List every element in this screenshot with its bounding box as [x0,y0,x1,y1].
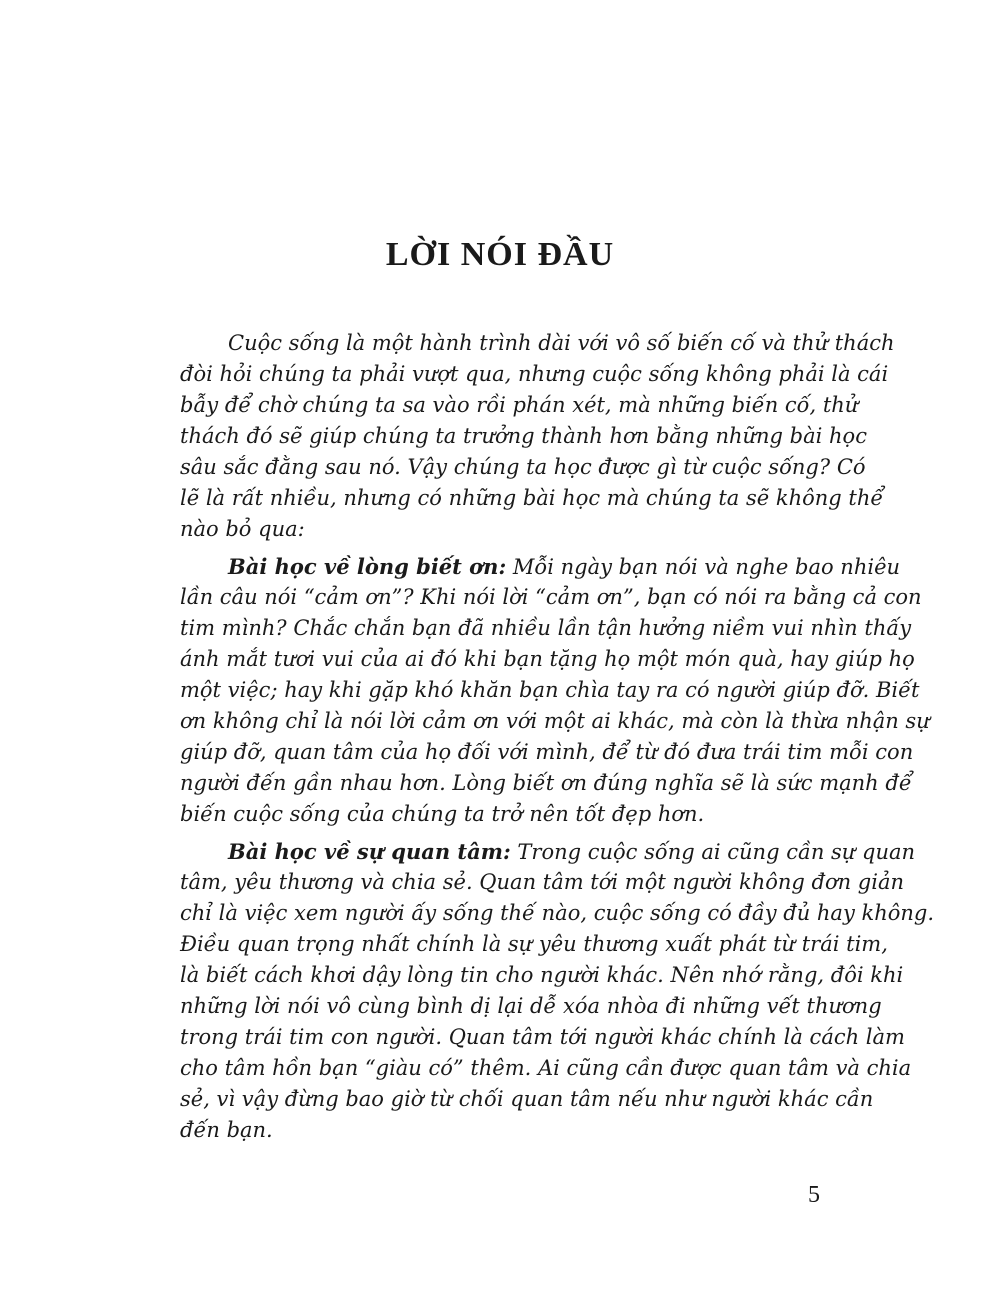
text-line: ơn không chỉ là nói lời cảm ơn với một ai khác, mà còn là thừa nhận sự [180,709,930,733]
text-run: Mỗi ngày bạn nói và nghe bao nhiêu [506,555,901,579]
text-line: đòi hỏi chúng ta phải vượt qua, nhưng cuộc sống không phải là cái [180,362,889,386]
text-line: tim mình? Chắc chắn bạn đã nhiều lần tận hưởng niềm vui nhìn thấy [180,616,912,640]
paragraph-lead-care: Bài học về sự quan tâm: [228,839,511,864]
text-line: lần câu nói “cảm ơn”? Khi nói lời “cảm ơn”, bạn có nói ra bằng cả con [180,585,922,609]
paragraph-gratitude [180,551,930,830]
text-line: nào bỏ qua: [180,517,305,541]
text-line: sẻ, vì vậy đừng bao giờ từ chối quan tâm nếu như người khác cần [180,1087,874,1111]
text-line [180,551,901,582]
text-line: tâm, yêu thương và chia sẻ. Quan tâm tới một người không đơn giản [180,870,905,894]
text-line: đến bạn. [180,1118,273,1142]
text-line: những lời nói vô cùng bình dị lại dễ xóa nhòa đi những vết thương [180,994,882,1018]
text-line: người đến gần nhau hơn. Lòng biết ơn đúng nghĩa sẽ là sức mạnh để [180,771,912,795]
text-line: ánh mắt tươi vui của ai đó khi bạn tặng họ một món quà, hay giúp họ [180,647,915,671]
text-line: trong trái tim con người. Quan tâm tới người khác chính là cách làm [180,1025,905,1049]
text-line: biến cuộc sống của chúng ta trở nên tốt đẹp hơn. [180,802,705,826]
text-line: sâu sắc đằng sau nó. Vậy chúng ta học được gì từ cuộc sống? Có [180,455,866,479]
paragraph-lead-gratitude: Bài học về lòng biết ơn: [228,554,507,579]
text-line: một việc; hay khi gặp khó khăn bạn chìa tay ra có người giúp đỡ. Biết [180,678,920,702]
page-number: 5 [808,1182,820,1208]
text-line: cho tâm hồn bạn “giàu có” thêm. Ai cũng cần được quan tâm và chia [180,1056,912,1080]
paragraph-care [180,836,935,1146]
text-line [180,836,916,867]
text-line: lẽ là rất nhiều, nhưng có những bài học mà chúng ta sẽ không thể [180,486,884,510]
page-title: LỜI NÓI ĐẦU [385,236,615,273]
text-line: bẫy để chờ chúng ta sa vào rồi phán xét, mà những biến cố, thử [180,393,859,417]
text-line: là biết cách khơi dậy lòng tin cho người khác. Nên nhớ rằng, đôi khi [180,963,904,987]
text-line: Điều quan trọng nhất chính là sự yêu thương xuất phát từ trái tim, [180,932,888,956]
body-text [180,328,935,1146]
text-line: thách đó sẽ giúp chúng ta trưởng thành hơn bằng những bài học [180,424,867,448]
text-run: Trong cuộc sống ai cũng cần sự quan [510,840,916,864]
text-line: giúp đỡ, quan tâm của họ đối với mình, để từ đó đưa trái tim mỗi con [180,740,914,764]
text-line: chỉ là việc xem người ấy sống thế nào, cuộc sống có đầy đủ hay không. [180,901,935,925]
text-line: Cuộc sống là một hành trình dài với vô số biến cố và thử thách [228,331,895,355]
paragraph-intro [180,328,895,545]
